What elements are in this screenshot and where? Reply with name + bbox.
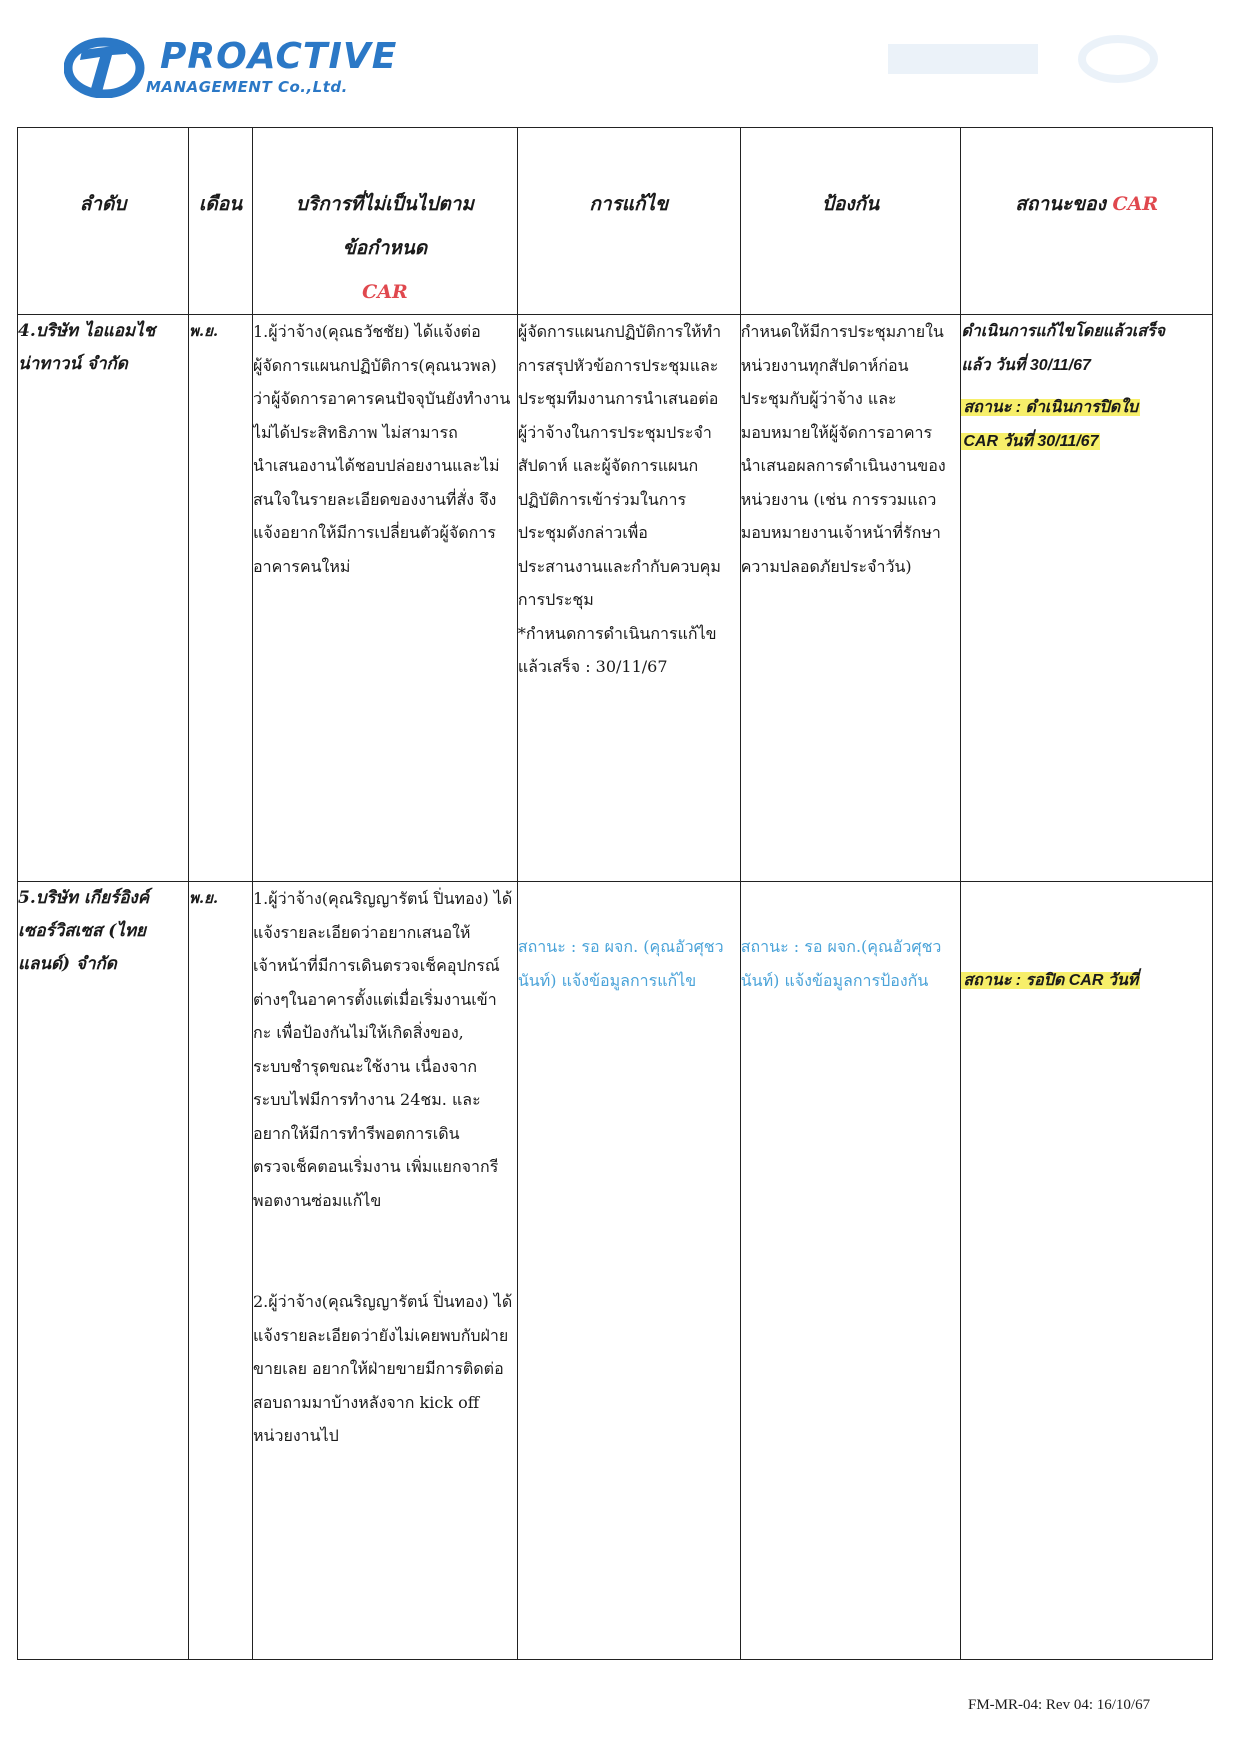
row5-status <box>961 882 1213 1660</box>
header-status-prefix: สถานะของ <box>1015 193 1106 215</box>
row5-status-badge: สถานะ : รอปิด CAR วันที่ <box>963 972 1139 989</box>
header-correction: การแก้ไข <box>517 128 740 315</box>
show-through-logo-icon <box>888 34 1168 84</box>
row5-prevention: สถานะ : รอ ผจก.(คุณอัวศุชว นันท์) แจ้งข้อมูลการป้องกัน <box>740 882 961 1660</box>
header-status-car: CAR <box>1112 193 1159 215</box>
company-logo-subtitle: MANAGEMENT Co.,Ltd. <box>146 78 348 96</box>
company-logo <box>64 28 398 103</box>
header-seq: ลำดับ <box>18 128 189 315</box>
row4-status-text: ดำเนินการแก้ไขโดยแล้วเสร็จ <box>961 323 1165 340</box>
row5-month: พ.ย. <box>189 882 253 1660</box>
row4-issue: 1.ผู้ว่าจ้าง(คุณธวัชชัย) ได้แจ้งต่อ ผู้จัดการแผนกปฏิบัติการ(คุณนวพล) ว่าผู้จัดการอาคารคนปัจจุบันยังทำงาน ไม่ได้ประสิทธิภาพ ไม่สามารถ นำเสนองานได้ชอบปล่อยงานและไม่ สนใจในรายละเอียดของงานที่สั่ง จึง แจ้งอยากให้มีการเปลี่ยนตัวผู้จัดการ อาคารคนใหม่ <box>253 315 518 882</box>
company-logo-mark-icon <box>64 32 154 98</box>
table-header-row <box>18 128 1213 315</box>
table-row <box>18 315 1213 882</box>
header-service-car: CAR <box>362 281 408 303</box>
table-row <box>18 882 1213 1660</box>
row5-correction: สถานะ : รอ ผจก. (คุณอัวศุชว นันท์) แจ้งข้อมูลการแก้ไข <box>517 882 740 1660</box>
row5-issue <box>253 882 518 1660</box>
car-table <box>17 127 1213 1660</box>
header-service <box>253 128 518 315</box>
header-service-line2: ข้อกำหนด <box>342 237 428 259</box>
row4-month: พ.ย. <box>189 315 253 882</box>
row4-correction: ผู้จัดการแผนกปฏิบัติการให้ทำ การสรุปหัวข้อการประชุมและ ประชุมทีมงานการนำเสนอต่อ ผู้ว่าจ้างในการประชุมประจำ สัปดาห์ และผู้จัดการแผนก ปฏิบัติการเข้าร่วมในการ ประชุมดังกล่าวเพื่อ ประสานงานและกำกับควบคุม การประชุม *กำหนดการดำเนินการแก้ไข แล้วเสร็จ : 30/11/67 <box>517 315 740 882</box>
row5-issue-2: 2.ผู้ว่าจ้าง(คุณริญญารัตน์ ปิ่นทอง) ได้ แจ้งรายละเอียดว่ายังไม่เคยพบกับฝ่าย ขายเลย อยากให้ฝ่ายขายมีการติดต่อ สอบถามมาบ้างหลังจาก kick off หน่วยงานไป <box>253 1292 513 1445</box>
row5-company: 5.บริษัท เกียร์อิงค์ เซอร์วิสเซส (ไทย แลนด์) จำกัด <box>18 882 189 1660</box>
header-prevention: ป้องกัน <box>740 128 961 315</box>
row4-prevention: กำหนดให้มีการประชุมภายใน หน่วยงานทุกสัปดาห์ก่อน ประชุมกับผู้ว่าจ้าง และ มอบหมายให้ผู้จัดการอาคาร นำเสนอผลการดำเนินงานของ หน่วยงาน (เช่น การรวมแถว มอบหมายงานเจ้าหน้าที่รักษา ความปลอดภัยประจำวัน) <box>740 315 961 882</box>
form-code-footer: FM-MR-04: Rev 04: 16/10/67 <box>968 1697 1151 1713</box>
header-status <box>961 128 1213 315</box>
row4-company: 4.บริษัท ไอแอมไช น่าทาวน์ จำกัด <box>18 315 189 882</box>
row5-issue-1: 1.ผู้ว่าจ้าง(คุณริญญารัตน์ ปิ่นทอง) ได้ แจ้งรายละเอียดว่าอยากเสนอให้ เจ้าหน้าที่มีการเดินตรวจเช็คอุปกรณ์ ต่างๆในอาคารตั้งแต่เมื่อเริ่มงานเข้า กะ เพื่อป้องกันไม่ให้เกิดสิ่งของ, ระบบชำรุดขณะใช้งาน เนื่องจาก ระบบไฟมีการทำงาน 24ชม. และ อยากให้มีการทำรีพอตการเดิน ตรวจเช็คตอนเริ่มงาน เพิ่มแยกจากรี พอตงานซ่อมแก้ไข <box>253 889 513 1210</box>
company-logo-title: PROACTIVE <box>160 36 398 77</box>
row4-status-badge: สถานะ : ดำเนินการปิดใบ <box>963 399 1139 416</box>
header-month: เดือน <box>189 128 253 315</box>
row4-status: ดำเนินการแก้ไขโดยแล้วเสร็จ แล้ว วันที่ 30/11/67 สถานะ : ดำเนินการปิดใบ CAR วันที่ 30/11/67 <box>961 315 1213 882</box>
header-service-line1: บริการที่ไม่เป็นไปตาม <box>295 193 474 215</box>
